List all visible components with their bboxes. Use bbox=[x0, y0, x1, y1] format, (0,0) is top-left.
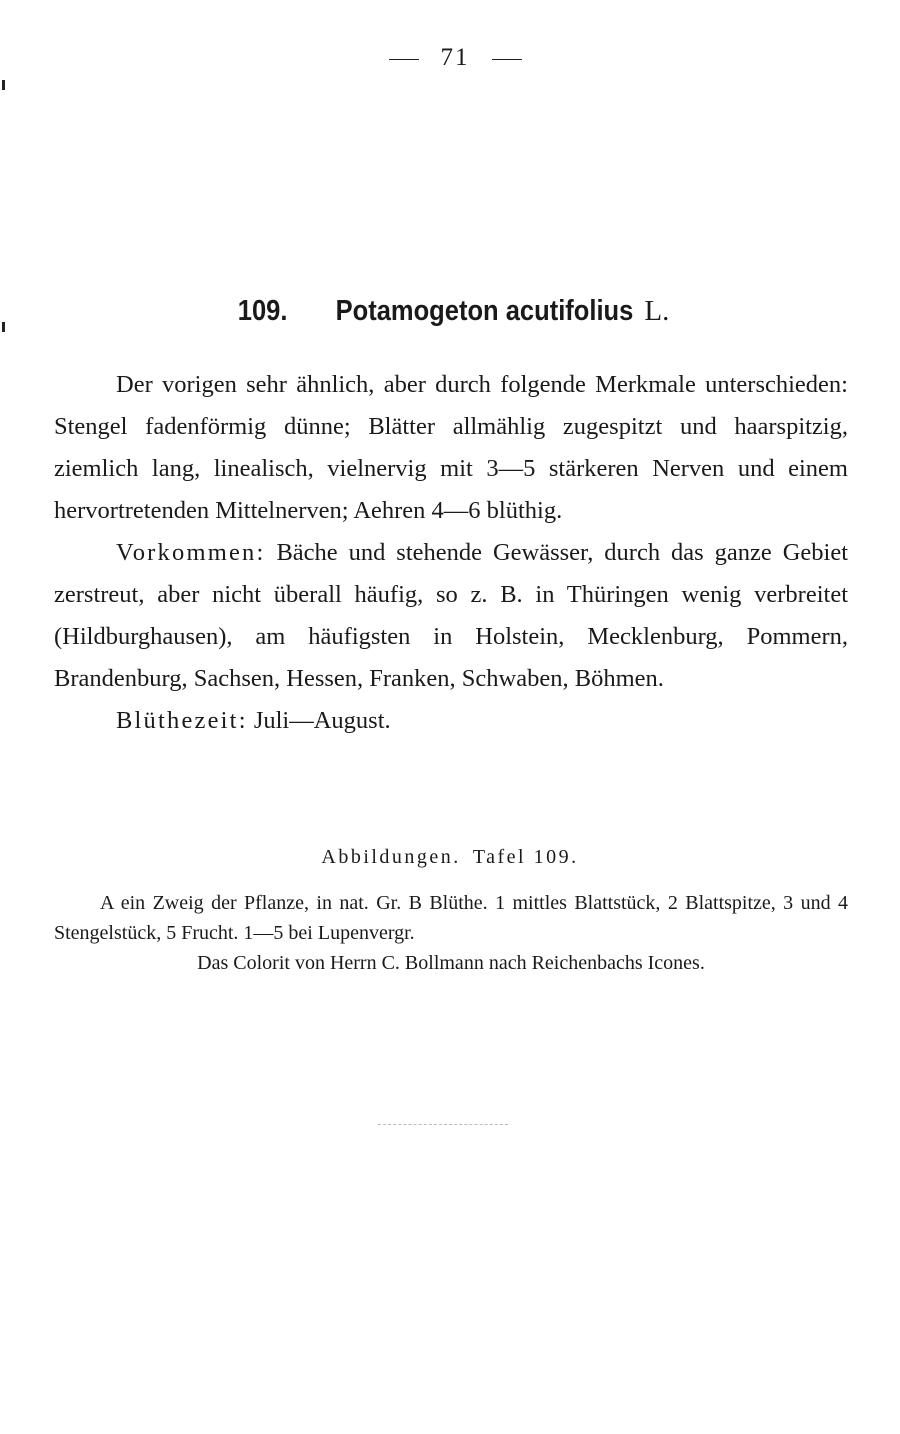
illustrations-caption bbox=[54, 888, 848, 978]
end-rule bbox=[378, 1124, 508, 1126]
illustrations-plate: Tafel 109. bbox=[472, 846, 579, 868]
species-description-block bbox=[54, 364, 848, 742]
scan-mark bbox=[2, 80, 5, 90]
illustrations-label: Abbildungen. bbox=[321, 846, 461, 868]
occurrence-label: Vorkommen: bbox=[116, 539, 266, 566]
caption-line-2: Das Colorit von Herrn C. Bollmann nach Reichenbachs Icones. bbox=[197, 952, 705, 974]
dash-left bbox=[389, 59, 419, 60]
occurrence-text: Bäche und stehende Gewässer, durch das ganze Gebiet zerstreut, aber nicht überall häufig, so z. B. in Thüringen wenig verbreitet (Hildburghausen), am häufigsten in Holstein, Mecklenburg, Pommern, Brandenburg, Sachsen, Hessen, Franken, Schwaben, Böhmen. bbox=[54, 539, 848, 692]
caption-line-1: A ein Zweig der Pflanze, in nat. Gr. B Blüthe. 1 mittles Blattstück, 2 Blattspitze, 3 und 4 Stengelstück, 5 Frucht. 1—5 bei Lupenvergr. bbox=[54, 892, 848, 944]
species-scientific-name: Potamogeton acutifolius bbox=[335, 295, 633, 327]
flowering-text: Juli—August. bbox=[253, 707, 391, 734]
dash-right bbox=[492, 59, 522, 60]
flowering-paragraph bbox=[54, 700, 848, 742]
species-number: 109. bbox=[237, 295, 288, 327]
illustrations-heading bbox=[0, 846, 900, 869]
flowering-label: Blüthezeit: bbox=[116, 707, 248, 734]
species-heading bbox=[0, 294, 900, 328]
page-number bbox=[0, 44, 900, 72]
scan-mark bbox=[2, 322, 5, 332]
page-number-value: 71 bbox=[440, 44, 470, 71]
occurrence-paragraph bbox=[54, 532, 848, 700]
description-paragraph: Der vorigen sehr ähnlich, aber durch folgende Merkmale unterschieden: Stengel fadenförmig dünne; Blätter allmählig zugespitzt und haarspitzig, ziemlich lang, linealisch, vielnervig mit 3—5 stärkeren Nerven und einem hervortretenden Mittelnerven; Aehren 4—6 blüthig. bbox=[54, 371, 848, 524]
species-author: L. bbox=[644, 295, 670, 327]
